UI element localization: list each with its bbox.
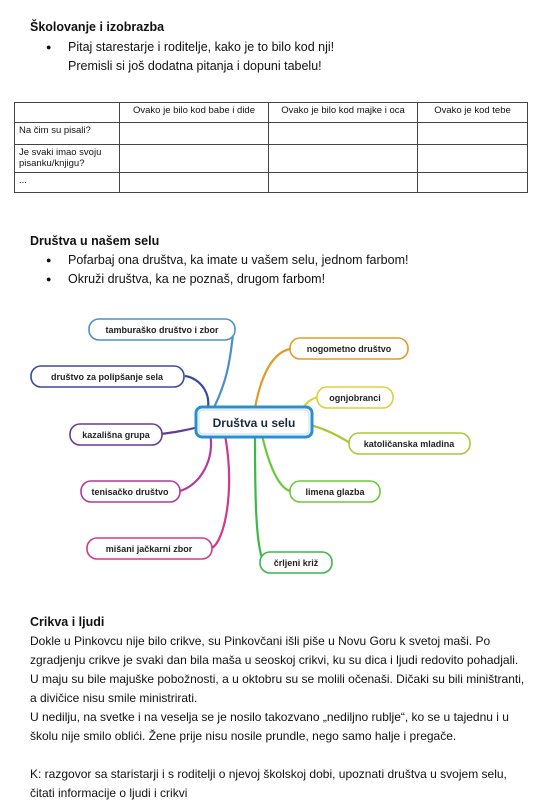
center-node-label: Društva u selu bbox=[212, 416, 296, 430]
church-line: U nedilju, na svetke i na veselja se je nosilo takozvano „nediljno rublje“, ko se u tajednu i u bbox=[30, 710, 509, 724]
node-limena-glazba: limena glazba bbox=[305, 487, 365, 497]
bullet-dot: ● bbox=[46, 42, 52, 52]
church-line: Dokle u Pinkovcu nije bilo crikve, su Pinkovčani išli piše u Novu Goru k svetoj maši. Po bbox=[30, 634, 491, 648]
societies-bullet-1-text: Pofarbaj ona društva, ka imate u vašem selu, jednom farbom! bbox=[68, 253, 409, 267]
table-row-label: Na čim su pisali? bbox=[15, 123, 120, 145]
node-tenisacko: tenisačko društvo bbox=[91, 487, 169, 497]
table-header-cell bbox=[15, 103, 120, 123]
goals-line: K: razgovor sa staristarji i s roditelji o njevoj školskoj dobi, upoznati društva u svojem selu, bbox=[30, 767, 507, 781]
societies-bullet-2-text: Okruži društva, ka ne poznaš, drugom farbom! bbox=[68, 272, 326, 286]
table-cell bbox=[120, 145, 269, 173]
table-header-cell: Ovako je bilo kod majke i oca bbox=[269, 103, 418, 123]
societies-heading: Društva u našem selu bbox=[30, 234, 160, 248]
church-line: školu nije smilo oblići. Žene prije nisu nosile prundle, nego samo halje i pregače. bbox=[30, 729, 457, 743]
branch-line bbox=[180, 433, 211, 491]
church-heading: Crikva i ljudi bbox=[30, 615, 105, 629]
societies-mindmap bbox=[0, 300, 545, 590]
table-row-label: ... bbox=[15, 173, 120, 193]
table-row bbox=[15, 145, 528, 173]
table-cell bbox=[269, 173, 418, 193]
societies-bullet-2 bbox=[46, 270, 516, 289]
table-header-cell: Ovako je kod tebe bbox=[418, 103, 528, 123]
table-header-row bbox=[15, 103, 528, 123]
church-line: zgradjenju crikve je svaki dan bila maša u seoskoj crikvi, ku su dica i ljudi redovito pohadjali. bbox=[30, 653, 519, 667]
societies-bullet-1 bbox=[46, 251, 516, 270]
school-bullet-line1: Pitaj starestarje i roditelje, kako je to bilo kod nji! bbox=[68, 40, 335, 54]
branch-line bbox=[255, 435, 262, 558]
table-cell bbox=[120, 123, 269, 145]
church-line: U maju su bile majuške pobožnosti, a u oktobru su se molili očenaši. Dičaki su bili miništranti, bbox=[30, 672, 525, 686]
school-bullet-line2: Premisli si još dodatna pitanja i dopuni tabelu! bbox=[68, 59, 322, 73]
table-row bbox=[15, 173, 528, 193]
table-row-label: Je svaki imao svoju pisanku/knjigu? bbox=[15, 145, 120, 173]
branch-line bbox=[255, 349, 290, 408]
node-katolicanska: katoličanska mladina bbox=[363, 439, 455, 449]
table-cell bbox=[120, 173, 269, 193]
learning-goals bbox=[30, 765, 540, 803]
table-cell bbox=[269, 145, 418, 173]
table-row bbox=[15, 123, 528, 145]
node-crljeni-kriz: črljeni križ bbox=[273, 558, 319, 568]
branch-line bbox=[262, 435, 290, 491]
table-cell bbox=[418, 123, 528, 145]
branch-line bbox=[210, 328, 235, 415]
societies-bullets bbox=[46, 251, 516, 289]
school-table bbox=[14, 102, 528, 193]
node-misani-zbor: mišani jačkarni zbor bbox=[105, 544, 193, 554]
node-tamburasko: tamburaško društvo i zbor bbox=[105, 325, 219, 335]
bullet-dot: ● bbox=[46, 274, 52, 284]
branch-line bbox=[212, 435, 229, 548]
node-polipsanje: društvo za polipšanje sela bbox=[50, 372, 164, 382]
node-ognjobranci: ognjobranci bbox=[329, 393, 381, 403]
table-cell bbox=[269, 123, 418, 145]
church-paragraph bbox=[30, 632, 540, 746]
school-heading: Školovanje i izobrazba bbox=[30, 20, 165, 34]
node-kazalisna: kazališna grupa bbox=[82, 430, 150, 440]
bullet-dot: ● bbox=[46, 255, 52, 265]
table-cell bbox=[418, 173, 528, 193]
branch-line bbox=[310, 425, 350, 443]
goals-line: čitati informacije o ljudi i crikvi bbox=[30, 786, 188, 800]
school-bullet bbox=[46, 38, 506, 76]
table-cell bbox=[418, 145, 528, 173]
church-line: a divičice nisu smile ministrirati. bbox=[30, 691, 198, 705]
node-nogometno: nogometno društvo bbox=[306, 344, 392, 354]
table-header-cell: Ovako je bilo kod babe i dide bbox=[120, 103, 269, 123]
